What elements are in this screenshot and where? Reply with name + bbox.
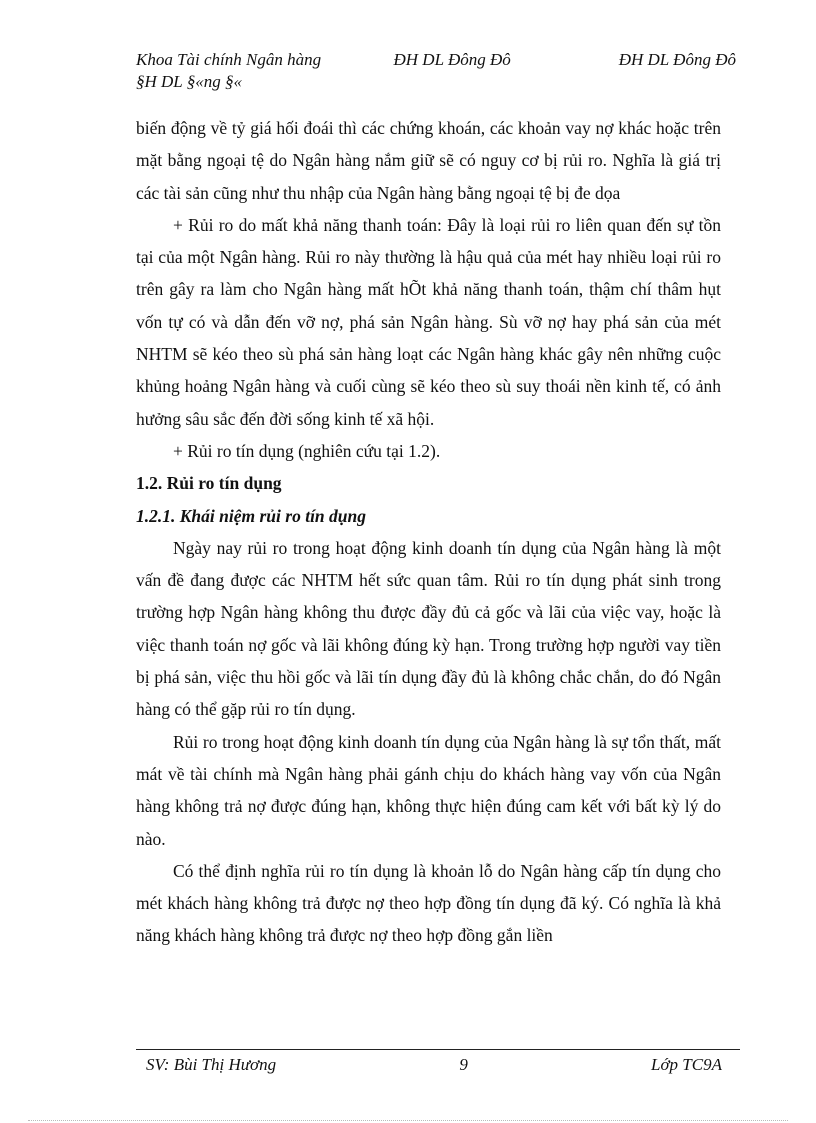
page-footer (136, 1049, 740, 1075)
paragraph-liquidity-risk: + Rủi ro do mất khả năng thanh toán: Đây là loại rủi ro liên quan đến sự tồn tại của một Ngân hàng. Rủi ro này thường là hậu quả của mét hay nhiều loại rủi ro trên gây ra làm cho Ngân hàng mất hÕt khả năng thanh toán, thậm chí thâm hụt vốn tự có và dẫn đến vỡ nợ, phá sản Ngân hàng. Sù vỡ nợ hay phá sản của mét NHTM sẽ kéo theo sù phá sản hàng loạt các Ngân hàng khác gây nên những cuộc khủng hoảng Ngân hàng và cuối cùng sẽ kéo theo sù suy thoái nền kinh tế, có ảnh hưởng sâu sắc đến đời sống kinh tế xã hội. (136, 214, 721, 429)
footer-class: Lớp TC9A (651, 1055, 722, 1074)
paragraph-concept: Ngày nay rủi ro trong hoạt động kinh doanh tín dụng của Ngân hàng là một vấn đề đang được các NHTM hết sức quan tâm. Rủi ro tín dụng phát sinh trong trường hợp Ngân hàng không thu được đầy đủ cả gốc và lãi của việc vay, hoặc là việc thanh toán nợ gốc và lãi không đúng kỳ hạn. Trong trường hợp người vay tiền bị phá sản, việc thu hồi gốc và lãi tín dụng đầy đủ là không chắc chắn, do đó Ngân hàng có thể gặp rủi ro tín dụng. (136, 537, 721, 720)
document-body (136, 112, 721, 952)
header-university: ĐH DL Đông Đô (393, 50, 511, 69)
header-university-repeat: ĐH DL Đông Đô (618, 50, 736, 69)
header-garbled-line: §H DL §«ng §« (136, 72, 242, 91)
section-heading: 1.2. Rủi ro tín dụng (136, 473, 282, 494)
footer-page-number: 9 (459, 1055, 468, 1074)
paragraph-credit-risk-ref: + Rủi ro tín dụng (nghiên cứu tại 1.2). (173, 440, 441, 461)
paragraph-loss: Rủi ro trong hoạt động kinh doanh tín dụng của Ngân hàng là sự tổn thất, mất mát về tài chính mà Ngân hàng phải gánh chịu do khách hàng vay vốn của Ngân hàng không trả nợ được đúng hạn, không thực hiện đúng cam kết với bất kỳ lý do nào. (136, 731, 721, 849)
paragraph-continued: biến động về tỷ giá hối đoái thì các chứng khoán, các khoản vay nợ khác hoặc trên mặt bằng ngoại tệ do Ngân hàng nắm giữ sẽ có nguy cơ bị rủi ro. Nghĩa là giá trị các tài sản cũng như thu nhập của Ngân hàng bằng ngoại tệ bị đe dọa (136, 118, 721, 203)
footer-student: SV: Bùi Thị Hương (146, 1055, 277, 1074)
page-edge-dotted-line (28, 1120, 788, 1121)
subsection-heading: 1.2.1. Khái niệm rủi ro tín dụng (136, 505, 367, 526)
paragraph-definition: Có thể định nghĩa rủi ro tín dụng là khoản lỗ do Ngân hàng cấp tín dụng cho mét khách hàng không trả được nợ theo hợp đồng tín dụng đã ký. Có nghĩa là khả năng khách hàng không trả được nợ theo hợp đồng gắn liền (136, 860, 721, 946)
header-faculty: Khoa Tài chính Ngân hàng (136, 50, 322, 69)
page-header (136, 49, 736, 93)
footer-row (136, 1050, 740, 1075)
header-row (136, 49, 736, 71)
